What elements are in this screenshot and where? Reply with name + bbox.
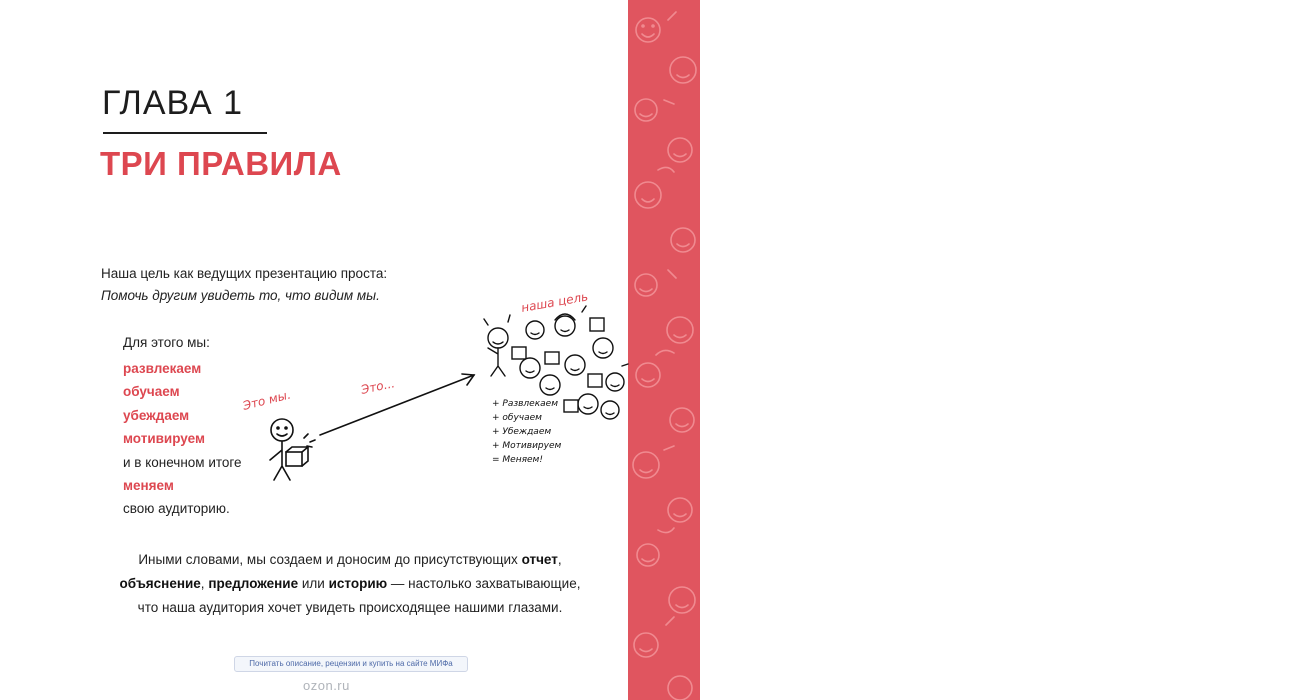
note-item: + Мотивируем	[492, 441, 562, 451]
note-item: + Развлекаем	[492, 399, 559, 409]
conclusion-bold-term: отчет	[521, 552, 558, 567]
verb-item: убеждаем	[123, 407, 190, 423]
conclusion-bold-term: предложение	[208, 576, 299, 591]
conclusion-text: ,	[200, 576, 209, 591]
page-number: 13	[1278, 650, 1290, 661]
note-item: = Меняем!	[492, 455, 543, 465]
intro-line-1: Наша цель как ведущих презентацию проста:	[101, 266, 388, 281]
verb-item: обучаем	[123, 384, 180, 400]
decorative-side-band	[628, 0, 1290, 700]
publisher-link[interactable]: Почитать описание, рецензии и купить на сайте МИФа	[234, 656, 468, 672]
conclusion-paragraph	[90, 548, 610, 620]
label-goal: наша цель	[520, 289, 590, 315]
chapter-title: ТРИ ПРАВИЛА	[100, 145, 342, 182]
intro-line-2: Помочь другим увидеть то, что видим мы.	[101, 288, 380, 303]
label-this: Это...	[359, 376, 397, 397]
conclusion-bold-term: историю	[328, 576, 388, 591]
verb-item: развлекаем	[123, 361, 202, 376]
arrow-icon	[320, 374, 474, 435]
final-verb: меняем	[123, 478, 174, 494]
conclusion-text: Иными словами, мы создаем и доносим до присутствующих	[138, 552, 522, 567]
list-lead: Для этого мы:	[123, 335, 210, 350]
conclusion-text: что наша аудитория хочет увидеть происходящее нашими глазами.	[137, 600, 563, 615]
presenter-figure-icon	[270, 419, 315, 480]
watermark: ozon.ru	[303, 678, 350, 693]
benefit-notes	[492, 399, 561, 465]
audience-illustration	[230, 270, 630, 500]
conclusion-text: — настолько захватывающие,	[387, 576, 581, 591]
list-bridge: и в конечном итоге	[123, 454, 242, 470]
note-item: + обучаем	[492, 413, 542, 423]
title-divider	[103, 132, 267, 134]
doodle-faces-pattern	[628, 0, 700, 700]
conclusion-text: или	[298, 576, 329, 591]
list-ending: свою аудиторию.	[123, 501, 230, 517]
conclusion-text: ,	[557, 552, 562, 567]
note-item: + Убеждаем	[492, 427, 552, 437]
chapter-label: ГЛАВА 1	[102, 84, 244, 122]
verb-item: мотивируем	[123, 431, 205, 447]
conclusion-bold-term: объяснение	[119, 576, 201, 591]
label-we: Это мы.	[241, 387, 293, 413]
